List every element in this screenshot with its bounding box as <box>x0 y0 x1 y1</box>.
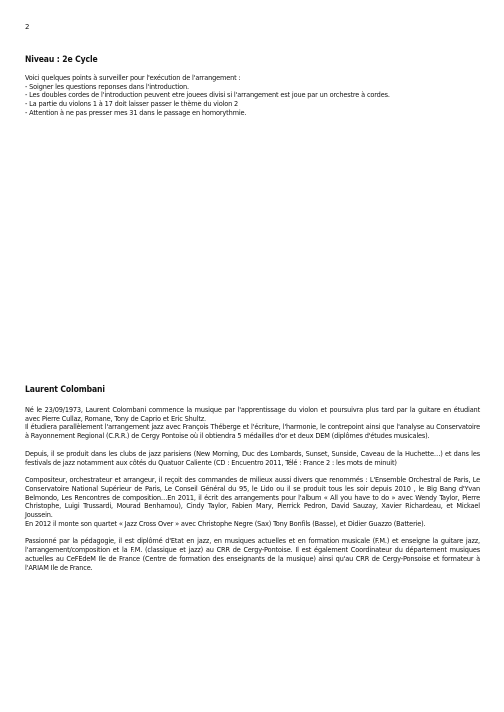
level-section-title: Niveau : 2e Cycle <box>25 55 98 65</box>
bio-paragraph: Il étudiera parallèlement l'arrangement jazz avec François Théberge et l'écriture, l'harmonie, le contrepoint ainsi que l'analyse au Conservatoire à Rayonnement Regional (C.R.R.) de Cergy Pontoise où il obtiendra 5 médailles d'or et deux DEM (diplômes d'études musicales). <box>25 422 480 441</box>
bio-paragraph: Né le 23/09/1973, Laurent Colombani commence la musique par l'apprentissage du violon et poursuivra plus tard par la guitare en étudiant avec Pierre Cullaz, Romane, Tony de Caprio et Eric Shultz. <box>25 405 480 423</box>
level-point: - La partie du violons 1 à 17 doit laisser passer le thème du violon 2 <box>25 99 239 109</box>
bio-section-title: Laurent Colombani <box>25 385 105 395</box>
bio-paragraph: Passionné par la pédagogie, il est diplômé d'Etat en jazz, en musiques actuelles et en formation musicale (F.M.) et enseigne la guitare jazz, l'arrangement/composition et la F.M. (classique et jazz) au CRR de Cergy-Pontoise. Il est également Coordinateur du département musiques actuelles au CeFEdeM Ile de France (Centre de formation des enseignants de la musique) ainsi qu'au CRR de Cergy-Ponsoise et formateur à l'ARIAM Ile de France. <box>25 536 480 572</box>
level-point: - Attention à ne pas presser mes 31 dans le passage en homorythmie. <box>25 107 247 117</box>
bio-paragraph: En 2012 il monte son quartet « Jazz Cross Over » avec Christophe Negre (Sax) Tony Bonfils (Basse), et Didier Guazzo (Batterie). <box>25 518 426 528</box>
bio-section-body <box>25 406 480 572</box>
page-number: 2 <box>25 23 30 31</box>
level-point: - Les doubles cordes de l'introduction peuvent etre jouees divisi si l'arrangement est joue par un orchestre à cordes. <box>25 90 390 100</box>
level-section-body <box>25 74 480 118</box>
level-point: - Soigner les questions reponses dans l'introduction. <box>25 81 189 91</box>
bio-paragraph: Compositeur, orchestrateur et arrangeur, il reçoit des commandes de milieux aussi divers que renommés : L'Ensemble Orchestral de Paris, Le Conservatoire National Supérieur de Paris, Le Conseil Général du 95, le Lido ou il se produit tous les soir depuis 2010 , le Big Bang d'Yvan Belmondo, Les Rencontres de composition…En 2011, il écrit des arrangements pour l'album « All you have to do » avec Wendy Taylor, Pierre Christophe, Luigi Trussardi, Mourad Benhamou), Cindy Taylor, Fabien Mary, Pierrick Pedron, David Sauzay, Xavier Richardeau, et Mickael Joussein. <box>25 475 480 520</box>
bio-paragraph: Depuis, il se produit dans les clubs de jazz parisiens (New Morning, Duc des Lombards, Sunset, Sunside, Caveau de la Huchette…) et dans les festivals de jazz notamment aux côtés du Quatuor Caliente (CD : Encuentro 2011, Télé : France 2 : les mots de minuit) <box>25 448 480 467</box>
level-intro: Voici quelques points à surveiller pour l'exécution de l'arrangement : <box>25 73 241 82</box>
